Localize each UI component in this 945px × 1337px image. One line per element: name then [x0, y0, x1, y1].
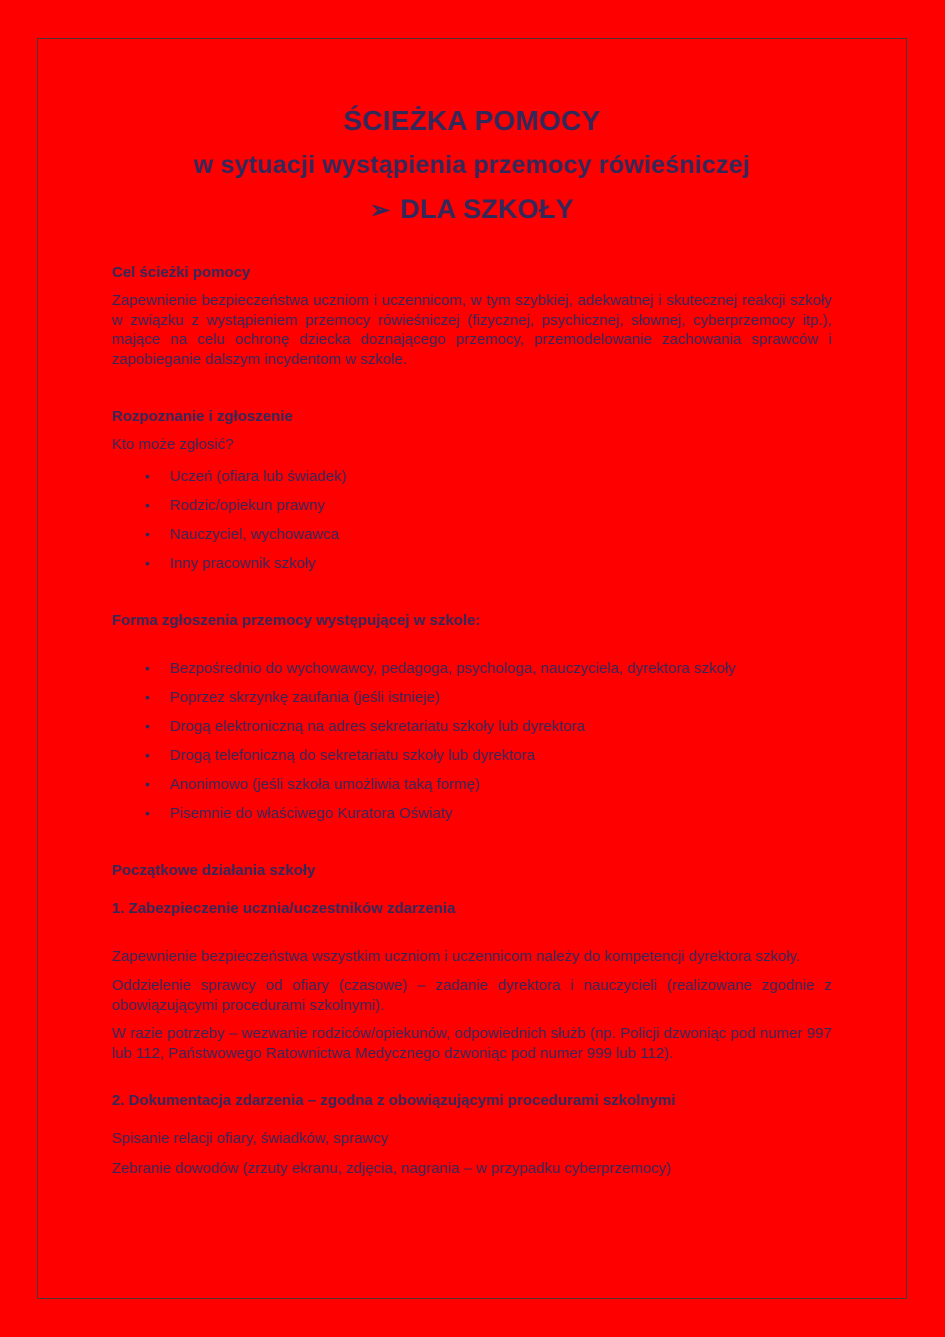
step2-paragraph-2: Zebranie dowodów (zrzuty ekranu, zdjęcia, nagrania – w przypadku cyberprzemocy) — [112, 1159, 672, 1177]
step1-paragraph-1: Zapewnienie bezpieczeństwa wszystkim uczniom i uczennicom należy do kompetencji dyrektora szkoły. — [112, 947, 801, 965]
title-line-2: w sytuacji wystąpienia przemocy rówieśniczej — [193, 151, 751, 179]
title-line-3 — [112, 187, 832, 233]
list-item-text: Anonimowo (jeśli szkoła umożliwia taką formę) — [170, 775, 481, 793]
list-item-text: Poprzez skrzynkę zaufania (jeśli istnieje) — [170, 688, 441, 706]
bullet-icon: • — [145, 775, 150, 792]
list-item — [112, 554, 832, 573]
step1-paragraph-3: W razie potrzeby – wezwanie rodziców/opiekunów, odpowiednich służb (np. Policji dzwoniąc pod numer 997 lub 112, Państwowego Ratownictwa Medycznego dzwoniąc pod numer 999 lub 112). — [112, 1025, 832, 1062]
step1-paragraph-2: Oddzielenie sprawcy od ofiary (czasowe) – zadanie dyrektora i nauczycieli (realizowane zgodnie z obowiązującymi procedurami szkolnymi). — [112, 977, 832, 1014]
bullet-icon: • — [145, 804, 150, 821]
section-heading-cel: Cel ścieżki pomocy — [112, 264, 251, 281]
section-heading-rozpoznanie: Rozpoznanie i zgłoszenie — [112, 408, 293, 425]
document-title — [112, 39, 832, 233]
list-item-text: Bezpośrednio do wychowawcy, pedagoga, psychologa, nauczyciela, dyrektora szkoły — [170, 659, 736, 677]
list-item — [112, 688, 832, 707]
section-heading-poczatkowe: Początkowe działania szkoły — [112, 861, 316, 879]
step2-heading: 2. Dokumentacja zdarzenia – zgodna z obowiązującymi procedurami szkolnymi — [112, 1092, 676, 1109]
list-item — [112, 775, 832, 794]
list-item-text: Nauczyciel, wychowawca — [170, 525, 340, 543]
list-item-text: Pisemnie do właściwego Kuratora Oświaty — [170, 804, 453, 822]
section-heading-forma: Forma zgłoszenia przemocy występującej w szkole: — [112, 611, 481, 629]
arrowhead-bullet-icon: ➢ — [370, 197, 391, 224]
list-item-text: Rodzic/opiekun prawny — [170, 496, 326, 514]
list-item-text: Drogą elektroniczną na adres sekretariatu szkoły lub dyrektora — [170, 717, 586, 735]
page-border-frame — [37, 38, 907, 1299]
list-item — [112, 804, 832, 823]
list-item-text: Uczeń (ofiara lub świadek) — [170, 467, 347, 485]
list-item-text: Drogą telefoniczną do sekretariatu szkoły lub dyrektora — [170, 746, 536, 764]
list-item — [112, 746, 832, 765]
list-item — [112, 717, 832, 736]
paragraph-kto-moze-zglosic: Kto może zgłosić? — [112, 436, 234, 453]
list-kto-moze-zglosic — [112, 467, 832, 573]
document-content — [38, 39, 906, 1298]
step2-paragraph-1: Spisanie relacji ofiary, świadków, sprawcy — [112, 1130, 389, 1147]
bullet-icon: • — [145, 717, 150, 734]
bullet-icon: • — [145, 746, 150, 763]
list-item-text: Inny pracownik szkoły — [170, 554, 316, 572]
bullet-icon: • — [145, 525, 150, 542]
list-item — [112, 496, 832, 515]
bullet-icon: • — [145, 659, 150, 676]
list-item — [112, 659, 832, 678]
list-forma-zgloszenia — [112, 659, 832, 823]
list-item — [112, 467, 832, 486]
paragraph-cel: Zapewnienie bezpieczeństwa uczniom i uczennicom, w tym szybkiej, adekwatnej i skutecznej reakcji szkoły w związku z wystąpieniem przemocy rówieśniczej (fizycznej, psychicznej, słownej, cyberprzemocy itp.), mające na celu ochronę dziecka doznającego przemocy, przemodelowanie zachowania sprawców i zapobieganie dalszym incydentom w szkole. — [112, 292, 832, 368]
step1-heading: 1. Zabezpieczenie ucznia/uczestników zdarzenia — [112, 899, 456, 917]
list-item — [112, 525, 832, 544]
bullet-icon: • — [145, 688, 150, 705]
title-line-3-text: DLA SZKOŁY — [400, 194, 574, 224]
bullet-icon: • — [145, 554, 150, 571]
title-line-1: ŚCIEŻKA POMOCY — [343, 105, 601, 136]
bullet-icon: • — [145, 467, 150, 484]
bullet-icon: • — [145, 496, 150, 513]
